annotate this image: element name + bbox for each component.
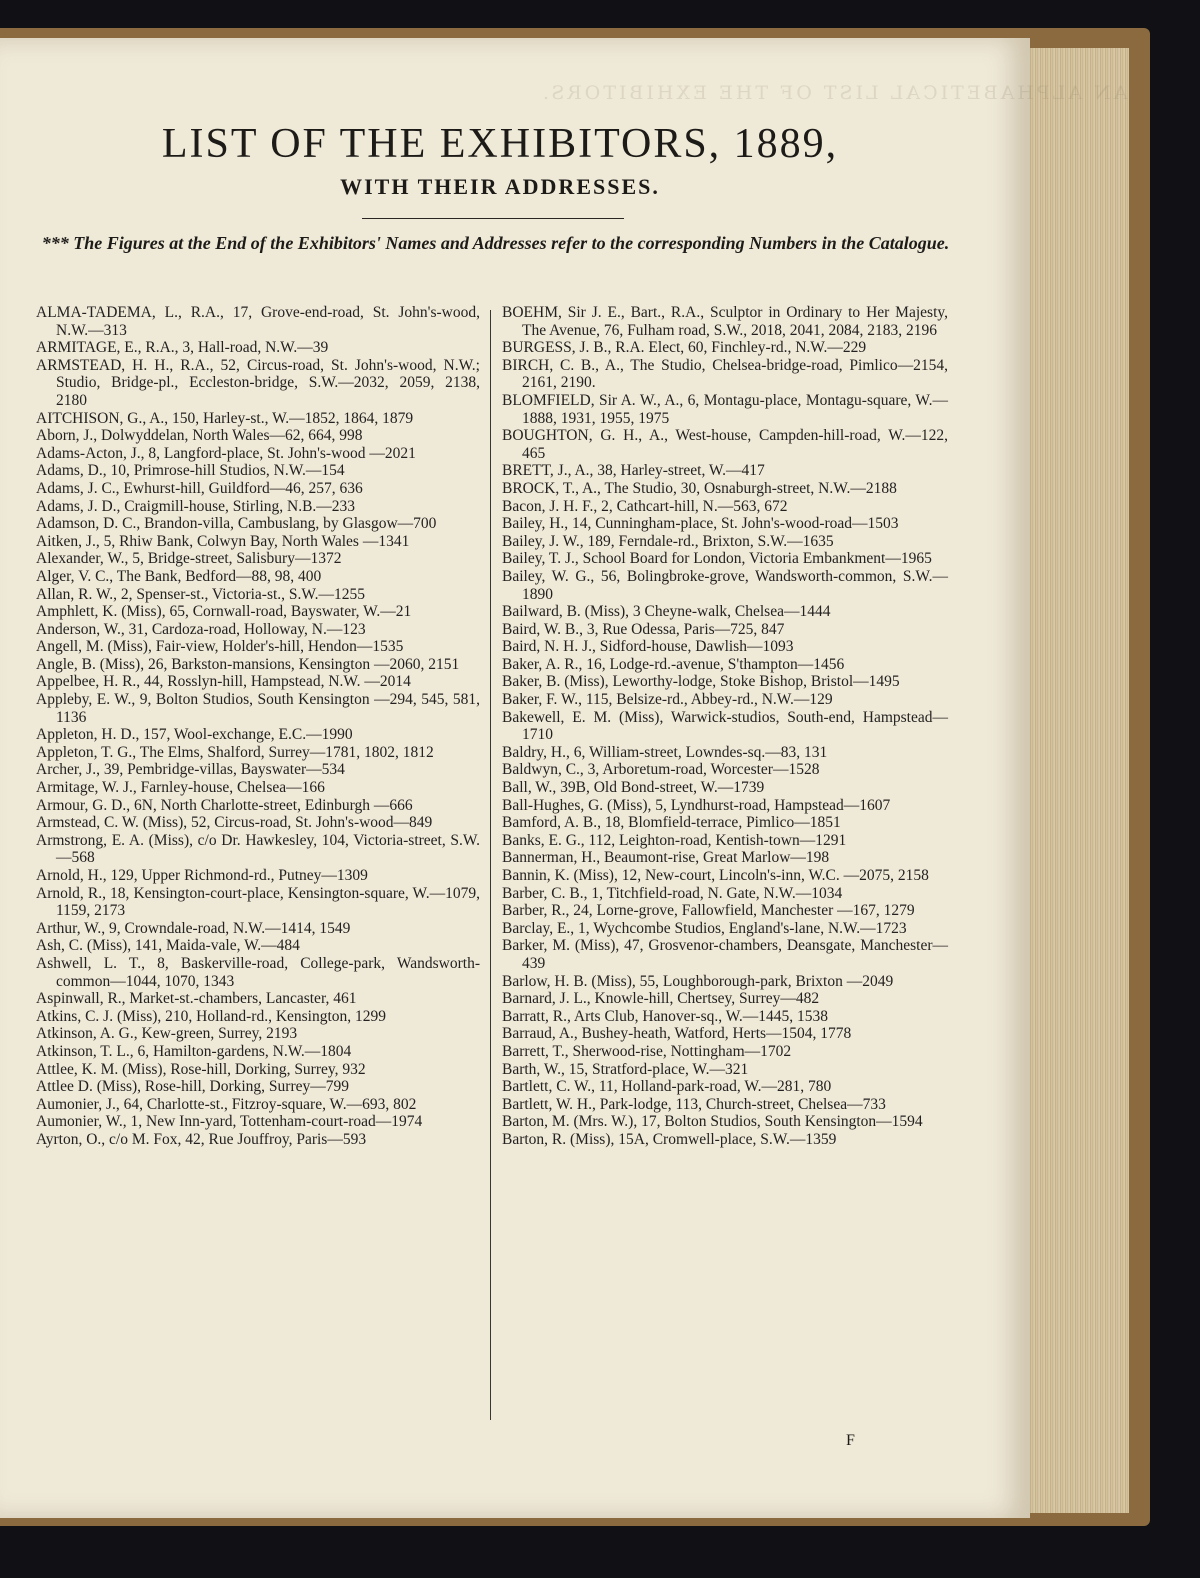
exhibitor-entry: Archer, J., 39, Pembridge-villas, Bayswater—534 <box>36 761 345 779</box>
exhibitor-entry: Barber, C. B., 1, Titchfield-road, N. Gate, N.W.—1034 <box>502 884 843 902</box>
exhibitor-entry: Adams, J. D., Craigmill-house, Stirling, N.B.—233 <box>36 497 356 515</box>
exhibitor-entry: Barlow, H. B. (Miss), 55, Loughborough-park, Brixton —2049 <box>502 972 894 990</box>
exhibitor-entry: ARMSTEAD, H. H., R.A., 52, Circus-road, St. John's-wood, N.W.; Studio, Bridge-pl., Eccleston-bridge, S.W.—2032, 2059, 2138, 2180 <box>36 356 480 409</box>
exhibitor-entry: Armitage, W. J., Farnley-house, Chelsea—166 <box>36 779 325 797</box>
exhibitor-entry: Bailward, B. (Miss), 3 Cheyne-walk, Chelsea—1444 <box>502 603 831 621</box>
exhibitor-entry: Aitken, J., 5, Rhiw Bank, Colwyn Bay, North Wales —1341 <box>36 532 410 550</box>
exhibitor-entry: Armstead, C. W. (Miss), 52, Circus-road, St. John's-wood—849 <box>36 814 433 832</box>
exhibitor-entry: Atkinson, A. G., Kew-green, Surrey, 2193 <box>36 1025 298 1043</box>
catalogue-note: *** The Figures at the End of the Exhibitors' Names and Addresses refer to the corresponding Numbers in the Catalogue. <box>41 233 950 253</box>
exhibitor-entry: Ash, C. (Miss), 141, Maida-vale, W.—484 <box>36 937 300 955</box>
column-divider <box>490 310 491 1420</box>
exhibitor-entry: ALMA-TADEMA, L., R.A., 17, Grove-end-road, St. John's-wood, N.W.—313 <box>36 304 480 339</box>
exhibitor-entry: Atkins, C. J. (Miss), 210, Holland-rd., Kensington, 1299 <box>36 1007 387 1025</box>
exhibitor-entry: BURGESS, J. B., R.A. Elect, 60, Finchley-rd., N.W.—229 <box>502 339 867 357</box>
exhibitor-entry: Barton, M. (Mrs. W.), 17, Bolton Studios, South Kensington—1594 <box>502 1113 923 1131</box>
exhibitor-entry: Baldry, H., 6, William-street, Lowndes-sq.—83, 131 <box>502 743 828 761</box>
exhibitor-entry: Bailey, H., 14, Cunningham-place, St. John's-wood-road—1503 <box>502 515 899 533</box>
exhibitor-entry: Arnold, H., 129, Upper Richmond-rd., Putney—1309 <box>36 867 368 884</box>
exhibitor-entry: Bailey, W. G., 56, Bolingbroke-grove, Wandsworth-common, S.W.—1890 <box>502 567 948 603</box>
exhibitor-entry: Alexander, W., 5, Bridge-street, Salisbury—1372 <box>36 550 342 568</box>
exhibitor-entry: Angle, B. (Miss), 26, Barkston-mansions, Kensington —2060, 2151 <box>36 655 460 673</box>
exhibitor-entry: BOEHM, Sir J. E., Bart., R.A., Sculptor in Ordinary to Her Majesty, The Avenue, 76, Fulham road, S.W., 2018, 2041, 2084, 2183, 2196 <box>502 304 948 339</box>
exhibitor-entry: Bailey, J. W., 189, Ferndale-rd., Brixton, S.W.—1635 <box>502 532 834 550</box>
page-subtitle: WITH THEIR ADDRESSES. <box>340 174 660 199</box>
exhibitor-entry: Baldwyn, C., 3, Arboretum-road, Worcester—1528 <box>502 761 820 779</box>
exhibitor-entry: Arnold, R., 18, Kensington-court-place, Kensington-square, W.—1079, 1159, 2173 <box>36 884 480 920</box>
exhibitor-entry: Aborn, J., Dolwyddelan, North Wales—62, 664, 998 <box>36 427 363 445</box>
exhibitor-entry: Bamford, A. B., 18, Blomfield-terrace, Pimlico—1851 <box>502 814 841 832</box>
exhibitor-entry: Barratt, R., Arts Club, Hanover-sq., W.—1445, 1538 <box>502 1007 829 1025</box>
exhibitor-entry: Bannin, K. (Miss), 12, New-court, Lincoln's-inn, W.C. —2075, 2158 <box>502 867 929 884</box>
exhibitor-entry: Ball, W., 39B, Old Bond-street, W.—1739 <box>502 779 765 797</box>
exhibitor-entry: Barnard, J. L., Knowle-hill, Chertsey, Surrey—482 <box>502 990 820 1008</box>
exhibitor-entry: Baker, B. (Miss), Leworthy-lodge, Stoke Bishop, Bristol—1495 <box>502 673 900 691</box>
exhibitor-entry: Bannerman, H., Beaumont-rise, Great Marlow—198 <box>502 849 830 867</box>
exhibitor-entry: BROCK, T., A., The Studio, 30, Osnaburgh-street, N.W.—2188 <box>502 479 897 497</box>
left-column <box>36 304 480 1149</box>
exhibitor-entry: Aumonier, W., 1, New Inn-yard, Tottenham-court-road—1974 <box>36 1113 423 1131</box>
exhibitor-entry: Barker, M. (Miss), 47, Grosvenor-chambers, Deansgate, Manchester—439 <box>502 937 948 972</box>
title-rule <box>362 218 624 219</box>
exhibitor-entry: Barrett, T., Sherwood-rise, Nottingham—1702 <box>502 1042 792 1060</box>
exhibitor-entry: Aumonier, J., 64, Charlotte-st., Fitzroy-square, W.—693, 802 <box>36 1095 417 1113</box>
page-title: LIST OF THE EXHIBITORS, 1889, <box>161 121 839 167</box>
exhibitor-entry: Bailey, T. J., School Board for London, Victoria Embankment—1965 <box>502 550 932 568</box>
exhibitor-entry: Arthur, W., 9, Crowndale-road, N.W.—1414, 1549 <box>36 919 351 937</box>
exhibitor-entry: Armstrong, E. A. (Miss), c/o Dr. Hawkesley, 104, Victoria-street, S.W.—568 <box>36 831 480 867</box>
exhibitor-entry: BIRCH, C. B., A., The Studio, Chelsea-bridge-road, Pimlico—2154, 2161, 2190. <box>502 356 948 392</box>
exhibitor-entry: Baker, F. W., 115, Belsize-rd., Abbey-rd., N.W.—129 <box>502 691 833 709</box>
exhibitor-entry: Armour, G. D., 6N, North Charlotte-street, Edinburgh —666 <box>36 796 413 814</box>
bleed-through-header: AN ALPHABETICAL LIST OF THE EXHIBITORS. <box>540 82 1128 104</box>
exhibitor-entry: Attlee D. (Miss), Rose-hill, Dorking, Surrey—799 <box>36 1078 349 1096</box>
exhibitor-entry: ARMITAGE, E., R.A., 3, Hall-road, N.W.—39 <box>36 339 329 357</box>
exhibitor-entry: Adams, J. C., Ewhurst-hill, Guildford—46, 257, 636 <box>36 479 363 497</box>
exhibitor-entry: Adams, D., 10, Primrose-hill Studios, N.W.—154 <box>36 462 345 480</box>
exhibitor-entry: Bartlett, W. H., Park-lodge, 113, Church-street, Chelsea—733 <box>502 1095 886 1113</box>
exhibitor-entry: Amphlett, K. (Miss), 65, Cornwall-road, Bayswater, W.—21 <box>36 603 412 621</box>
exhibitor-entry: Appleton, H. D., 157, Wool-exchange, E.C.—1990 <box>36 726 353 744</box>
exhibitor-entry: Barton, R. (Miss), 15A, Cromwell-place, S.W.—1359 <box>502 1130 837 1148</box>
exhibitor-entry: Alger, V. C., The Bank, Bedford—88, 98, 400 <box>36 567 322 585</box>
exhibitor-entry: Adams-Acton, J., 8, Langford-place, St. John's-wood —2021 <box>36 444 416 462</box>
exhibitor-entry: Aspinwall, R., Market-st.-chambers, Lancaster, 461 <box>36 990 357 1008</box>
exhibitor-entry: Angell, M. (Miss), Fair-view, Holder's-hill, Hendon—1535 <box>36 638 404 656</box>
exhibitor-entry: Anderson, W., 31, Cardoza-road, Holloway, N.—123 <box>36 620 366 638</box>
exhibitor-entry: BOUGHTON, G. H., A., West-house, Campden-hill-road, W.—122, 465 <box>502 427 948 462</box>
exhibitor-entry: Ashwell, L. T., 8, Baskerville-road, College-park, Wandsworth-common—1044, 1070, 1343 <box>36 954 480 990</box>
exhibitor-entry: Appleby, E. W., 9, Bolton Studios, South Kensington —294, 545, 581, 1136 <box>36 691 480 726</box>
exhibitor-entry: Atkinson, T. L., 6, Hamilton-gardens, N.W.—1804 <box>36 1042 352 1060</box>
page-edges <box>1020 48 1129 1513</box>
exhibitor-entry: Baird, W. B., 3, Rue Odessa, Paris—725, 847 <box>502 620 785 638</box>
exhibitor-entry: Bakewell, E. M. (Miss), Warwick-studios, South-end, Hampstead—1710 <box>502 708 948 744</box>
exhibitor-entry: Baird, N. H. J., Sidford-house, Dawlish—1093 <box>502 638 794 656</box>
signature-letter: F <box>846 1432 855 1449</box>
exhibitor-entry: Attlee, K. M. (Miss), Rose-hill, Dorking, Surrey, 932 <box>36 1060 366 1078</box>
exhibitor-entry: Bacon, J. H. F., 2, Cathcart-hill, N.—563, 672 <box>502 497 788 515</box>
exhibitor-entry: Ayrton, O., c/o M. Fox, 42, Rue Jouffroy, Paris—593 <box>36 1130 367 1148</box>
exhibitor-entry: Barraud, A., Bushey-heath, Watford, Herts—1504, 1778 <box>502 1025 852 1043</box>
exhibitor-entry: Allan, R. W., 2, Spenser-st., Victoria-st., S.W.—1255 <box>36 585 365 603</box>
exhibitor-entry: BLOMFIELD, Sir A. W., A., 6, Montagu-place, Montagu-square, W.—1888, 1931, 1955, 1975 <box>502 391 948 427</box>
exhibitor-entry: Baker, A. R., 16, Lodge-rd.-avenue, S'thampton—1456 <box>502 655 845 673</box>
exhibitor-entry: Bartlett, C. W., 11, Holland-park-road, W.—281, 780 <box>502 1078 832 1096</box>
exhibitor-entry: Appleton, T. G., The Elms, Shalford, Surrey—1781, 1802, 1812 <box>36 743 434 761</box>
exhibitor-entry: AITCHISON, G., A., 150, Harley-st., W.—1852, 1864, 1879 <box>36 409 414 427</box>
exhibitor-entry: Barber, R., 24, Lorne-grove, Fallowfield, Manchester —167, 1279 <box>502 902 915 920</box>
exhibitor-entry: Appelbee, H. R., 44, Rosslyn-hill, Hampstead, N.W. —2014 <box>36 673 411 691</box>
exhibitor-entry: Banks, E. G., 112, Leighton-road, Kentish-town—1291 <box>502 831 847 849</box>
right-column <box>502 304 948 1149</box>
exhibitor-entry: Adamson, D. C., Brandon-villa, Cambuslang, by Glasgow—700 <box>36 515 437 533</box>
exhibitor-entry: Barth, W., 15, Stratford-place, W.—321 <box>502 1060 749 1078</box>
exhibitor-entry: Barclay, E., 1, Wychcombe Studios, England's-lane, N.W.—1723 <box>502 919 907 937</box>
exhibitor-entry: Ball-Hughes, G. (Miss), 5, Lyndhurst-road, Hampstead—1607 <box>502 796 891 814</box>
exhibitor-entry: BRETT, J., A., 38, Harley-street, W.—417 <box>502 462 765 480</box>
